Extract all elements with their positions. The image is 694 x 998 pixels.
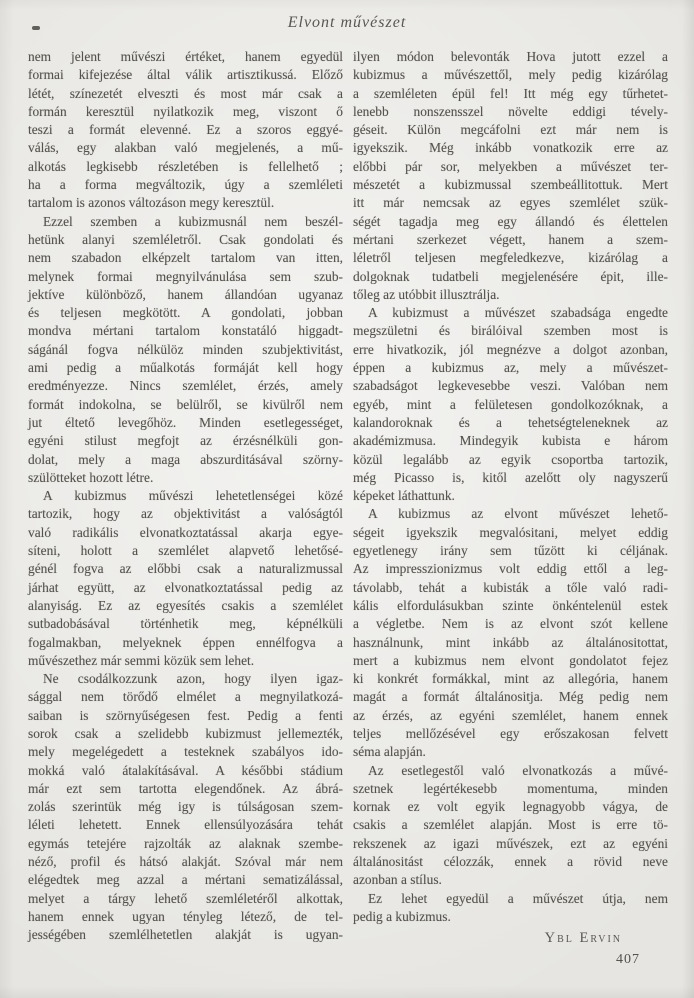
left-text-column	[28, 48, 343, 968]
text-line: mondva mértani tartalom konstatáló higgadt-	[28, 323, 343, 339]
text-line: kalandoroknak és a tehetségteleneknek az	[353, 414, 668, 430]
text-line: jességében szemlélhetetlen alakját is ugyan-	[28, 927, 343, 943]
text-line: ki konkrét formákkal, mint az allegória, hanem	[353, 671, 668, 687]
text-line: Ezzel szemben a kubizmusnál nem beszél-	[43, 213, 343, 229]
text-line: már ezt sem tartotta elegendőnek. Az ábrá-	[28, 780, 343, 796]
text-line: egymás tetejére rajzolták az alaknak szembe-	[28, 835, 343, 851]
paragraph	[353, 762, 668, 890]
text-line: sorok csak a szelidebb kubizmust jellemezték,	[28, 725, 343, 741]
text-line: válás, egy alakban való megjelenés, a mű-	[28, 140, 343, 156]
text-line: hetünk alanyi szemléletről. Csak gondolati és	[28, 231, 343, 247]
text-line: ha a forma megváltozik, úgy a szemléleti	[28, 177, 343, 193]
text-line: melynek formai megnyilvánulása sem szub-	[28, 268, 343, 284]
text-line: ami pedig a műalkotás formáját kell hogy	[28, 360, 343, 376]
text-line: zolás szerintük még igy is túlságosan szem-	[28, 799, 343, 815]
paragraph	[353, 505, 668, 761]
text-line: magát a formát általánositja. Még pedig nem	[353, 689, 668, 705]
text-line: kubizmus a művészettől, mely pedig kizárólag	[353, 67, 668, 83]
text-line: elégedtek meg azzal a mértani sematizálással,	[28, 872, 343, 888]
text-line: egyetlenegy irány sem tűzött ki céljának.	[353, 543, 668, 559]
text-line: mert a kubizmus nem elvont gondolatot fejez	[353, 652, 668, 668]
text-line: szabadságot legkevesebbe veszi. Valóban nem	[353, 378, 668, 394]
text-line: rekszenek az igazi művészek, ezt az egyéni	[353, 835, 668, 851]
text-line: sággal nem törődő elmélet a megnyilatkozá-	[28, 689, 343, 705]
text-line: egyéb, mint a felületesen gondolkozóknak, a	[353, 396, 668, 412]
text-line: általánositást célozzák, ennek a rövid neve	[353, 854, 668, 870]
text-line: dolat, mely a maga abszurditásával szörny-	[28, 451, 343, 467]
text-line: távolabb, tehát a kubisták a tőle való radi-	[353, 579, 668, 595]
text-line: síteni, holott a szemlélet alapvető lehetősé-	[28, 543, 343, 559]
text-line: Ez lehet egyedül a művészet útja, nem	[368, 890, 668, 906]
text-line: formai kifejezése által válik artisztikussá. Előző	[28, 67, 343, 83]
text-line: akadémizmusa. Mindegyik kubista e három	[353, 433, 668, 449]
text-line: Ne csodálkozzunk azon, hogy ilyen igaz-	[43, 671, 343, 687]
text-line: csakis a szemlélet alapján. Most is erre tö-	[353, 817, 668, 833]
text-line: séma alapján.	[353, 744, 426, 760]
text-line: teszi a formát elevenné. Ez a szoros eggyé-	[28, 122, 343, 138]
text-line: saiban is szörnyűségesen fest. Pedig a fenti	[28, 707, 343, 723]
text-line: fogalmakban, melyeknek éppen ennélfogva a	[28, 634, 343, 650]
paragraph	[28, 670, 343, 944]
text-line: járhat együtt, az elvonatkoztatással pedig az	[28, 579, 343, 595]
text-line: itt már nemcsak az egyes szemlélet szük-	[353, 195, 668, 211]
text-line: formán keresztül nyilatkozik meg, viszont ő	[28, 103, 343, 119]
text-line: közül legalább az egyik csoportba tartozik,	[353, 451, 668, 467]
text-line: egyéni stilust megfojt az érzésnélküli gon-	[28, 433, 343, 449]
text-line: ilyen módon belevonták Hova jutott ezzel a	[353, 49, 668, 64]
text-line: erre hivatkozik, jól megnézve a dolgot azonban,	[353, 341, 668, 357]
text-line: alkotás legkisebb részletében is fellelhető ;	[28, 158, 343, 174]
text-line: sutbadobásával történhetik meg, képnélküli	[28, 616, 343, 632]
text-line: jektíve különböző, hanem állandóan ugyanaz	[28, 286, 343, 302]
text-line: teljes mellőzésével egy erőszakosan felvett	[353, 725, 668, 741]
text-line: létét, színezetét elveszti és most már csak a	[28, 85, 343, 101]
text-line: még Picasso is, kitől azelőtt oly nagyszerű	[353, 469, 668, 485]
running-header-title: Elvont művészet	[287, 14, 407, 31]
text-line: A kubizmus az elvont művészet lehető-	[368, 506, 668, 522]
text-line: jut éltető levegőhöz. Minden esetlegességet,	[28, 414, 343, 430]
text-line: pedig a kubizmus.	[353, 908, 451, 924]
text-line: azonban a stílus.	[353, 872, 442, 888]
text-line: tőleg az utóbbit illusztrálja.	[353, 286, 500, 302]
text-line: A kubizmus művészi lehetetlenségei közé	[43, 488, 343, 504]
text-line: való radikális elvonatkoztatással akarja egye-	[28, 524, 343, 540]
text-line: mértani szerkezet végett, hanem a szem-	[353, 231, 668, 247]
text-line: melyet a tárgy lehető szemléletéről alkottak,	[28, 890, 343, 906]
author-signature: Ybl Ervin	[544, 930, 622, 947]
text-line: kális elfordulásukban szinte önkéntelenül estek	[353, 597, 668, 613]
text-line: géseit. Külön megcáfolni ezt már nem is	[353, 122, 668, 138]
text-line: nem jelent művészi értéket, hanem egyedül	[28, 49, 343, 64]
text-line: dolgoknak tudatbeli megjelenésére épit, ille-	[353, 268, 668, 284]
text-line: lenebb nonszensszel növelte eddigi tévely-	[353, 103, 668, 119]
text-line: előbbi pár sor, melyekben a művészet ter-	[353, 158, 668, 174]
text-line: mészetét a kubizmussal szembeállitottuk. Mert	[353, 177, 668, 193]
text-line: nem szabadon elképzelt tartalom van itten,	[28, 250, 343, 266]
text-line: kornak ez volt egyik legnagyobb vágya, de	[353, 799, 668, 815]
text-line: Az impresszionizmus volt eddig ettől a leg-	[353, 561, 668, 577]
text-line: és teljesen megkötött. A gondolati, jobban	[28, 305, 343, 321]
text-line: éppen a kubizmus az, mely a művészet-	[353, 360, 668, 376]
paragraph	[28, 213, 343, 487]
paragraph	[28, 487, 343, 670]
text-line: szülötteket hozott létre.	[28, 469, 154, 485]
text-line: ságánál fogva nélkülöz minden szubjektivitást,	[28, 341, 343, 357]
text-line: léletről teljesen megfeledkezve, kizárólag a	[353, 250, 668, 266]
text-line: génél fogva az előbbi csak a naturalizmussal	[28, 561, 343, 577]
text-line: alanyiság. Ez az egyesítés csakis a szemlélet	[28, 597, 343, 613]
paragraph	[353, 890, 668, 927]
text-line: a végletbe. Nem is az elvont szót kellene	[353, 616, 668, 632]
text-line: szetnek legértékesebb momentuma, minden	[353, 780, 668, 796]
text-line: A kubizmust a művészet szabadsága engedte	[368, 305, 668, 321]
text-line: ségeit igyekszik megvalósitani, melyet eddig	[353, 524, 668, 540]
text-line: hanem ennek ugyan tényleg létező, de tel-	[28, 908, 343, 924]
text-line: néző, profil és hátsó alakját. Szóval már nem	[28, 854, 343, 870]
text-line: Az esetlegestől való elvonatkozás a művé-	[368, 762, 668, 778]
paragraph	[353, 304, 668, 505]
text-line: használnunk, mint inkább az általánositottat,	[353, 634, 668, 650]
text-line: tartozik, hogy az objektivitást a valóságtól	[28, 506, 343, 522]
page-number: 407	[616, 952, 640, 968]
text-line: mely megelégedett a testeknek szabályos ido-	[28, 744, 343, 760]
text-line: eredményezze. Nincs szemlélet, érzés, amely	[28, 378, 343, 394]
text-line: mokká való átalakításával. A későbbi stádium	[28, 762, 343, 778]
text-line: az érzés, az egyéni szemlélet, hanem ennek	[353, 707, 668, 723]
text-columns	[28, 48, 668, 968]
text-line: tartalom is azonos változáson megy keresztül.	[28, 195, 275, 211]
right-text-column	[353, 48, 668, 968]
paragraph	[353, 48, 668, 304]
paragraph	[28, 48, 343, 213]
text-line: léleti lehetett. Ennek ellensúlyozására tehát	[28, 817, 343, 833]
text-line: formát indokolna, se belülről, se kivülről nem	[28, 396, 343, 412]
text-line: igyekszik. Még inkább vonatkozik erre az	[353, 140, 668, 156]
text-line: ségét tagadja meg egy állandó és élettelen	[353, 213, 668, 229]
text-line: képeket láthattunk.	[353, 488, 455, 504]
text-line: a szemléleten épül fel! Itt még egy tűrhetet-	[353, 85, 668, 101]
text-line: művészethez már semmi közük sem lehet.	[28, 652, 255, 668]
text-line: megszületni és birálóival szemben most is	[353, 323, 668, 339]
